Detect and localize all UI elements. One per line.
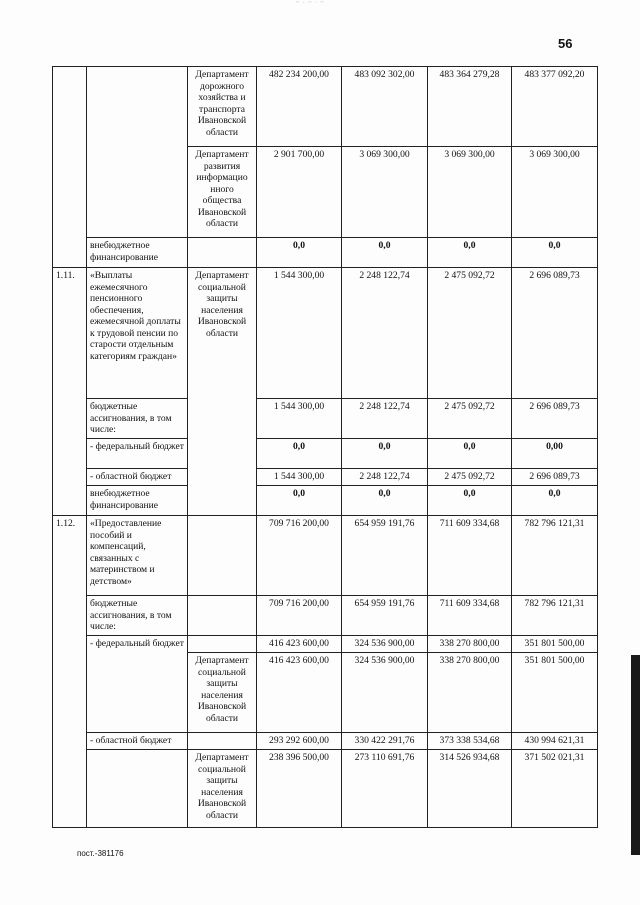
value-year-3: 711 609 334,68 <box>428 596 512 636</box>
table-row <box>53 238 598 268</box>
value-year-1: 482 234 200,00 <box>257 67 342 147</box>
value-year-3: 338 270 800,00 <box>428 636 512 653</box>
department: Департамент развития информацио нного общества Ивановской области <box>188 147 257 238</box>
row-index: 1.12. <box>53 516 87 828</box>
row-index: 1.11. <box>53 268 87 516</box>
department <box>188 636 257 653</box>
value-year-3: 2 475 092,72 <box>428 399 512 439</box>
value-year-3: 711 609 334,68 <box>428 516 512 596</box>
value-year-4: 351 801 500,00 <box>512 636 598 653</box>
value-year-4: 371 502 021,31 <box>512 750 598 828</box>
table-row <box>53 268 598 399</box>
footer-document-code: пост.-381176 <box>77 849 124 858</box>
department: Департамент социальной защиты населения Ивановской области <box>188 750 257 828</box>
value-year-3: 2 475 092,72 <box>428 469 512 486</box>
value-year-4: 3 069 300,00 <box>512 147 598 238</box>
value-year-4: 0,0 <box>512 238 598 268</box>
value-year-4: 483 377 092,20 <box>512 67 598 147</box>
value-year-3: 338 270 800,00 <box>428 653 512 733</box>
value-year-2: 0,0 <box>342 486 428 516</box>
value-year-1: 709 716 200,00 <box>257 516 342 596</box>
row-name: «Выплаты ежемесячного пенсионного обеспечения, ежемесячной доплаты к трудовой пенсии по старости отдельным категориям граждан» <box>87 268 188 399</box>
value-year-2: 330 422 291,76 <box>342 733 428 750</box>
row-name <box>87 750 188 828</box>
value-year-2: 0,0 <box>342 439 428 469</box>
value-year-4: 782 796 121,31 <box>512 516 598 596</box>
scan-edge <box>631 655 640 855</box>
value-year-1: 709 716 200,00 <box>257 596 342 636</box>
value-year-1: 0,0 <box>257 486 342 516</box>
value-year-4: 2 696 089,73 <box>512 268 598 399</box>
value-year-2: 2 248 122,74 <box>342 469 428 486</box>
department <box>188 238 257 268</box>
value-year-3: 0,0 <box>428 439 512 469</box>
value-year-1: 1 544 300,00 <box>257 268 342 399</box>
value-year-1: 293 292 600,00 <box>257 733 342 750</box>
value-year-1: 2 901 700,00 <box>257 147 342 238</box>
department: Департамент дорожного хозяйства и транспорта Ивановской области <box>188 67 257 147</box>
row-name: - федеральный бюджет <box>87 636 188 733</box>
value-year-2: 654 959 191,76 <box>342 596 428 636</box>
table-row <box>53 439 598 469</box>
value-year-2: 654 959 191,76 <box>342 516 428 596</box>
value-year-4: 782 796 121,31 <box>512 596 598 636</box>
row-name: бюджетные ассигнования, в том числе: <box>87 596 188 636</box>
department: Департамент социальной защиты населения Ивановской области <box>188 268 257 516</box>
row-name: внебюджетное финансирование <box>87 486 188 516</box>
table-row <box>53 596 598 636</box>
department <box>188 596 257 636</box>
value-year-1: 416 423 600,00 <box>257 636 342 653</box>
value-year-2: 3 069 300,00 <box>342 147 428 238</box>
department <box>188 733 257 750</box>
value-year-1: 416 423 600,00 <box>257 653 342 733</box>
value-year-3: 0,0 <box>428 486 512 516</box>
value-year-1: 0,0 <box>257 439 342 469</box>
department: Департамент социальной защиты населения Ивановской области <box>188 653 257 733</box>
value-year-4: 2 696 089,73 <box>512 469 598 486</box>
value-year-4: 430 994 621,31 <box>512 733 598 750</box>
row-name: внебюджетное финансирование <box>87 238 188 268</box>
value-year-2: 0,0 <box>342 238 428 268</box>
table-row <box>53 486 598 516</box>
budget-table <box>52 66 598 828</box>
page-number: 56 <box>558 36 573 51</box>
value-year-3: 483 364 279,28 <box>428 67 512 147</box>
value-year-2: 324 536 900,00 <box>342 653 428 733</box>
value-year-4: 2 696 089,73 <box>512 399 598 439</box>
row-name: «Предоставление пособий и компенсаций, связанных с материнством и детством» <box>87 516 188 596</box>
table-row <box>53 733 598 750</box>
value-year-2: 2 248 122,74 <box>342 268 428 399</box>
value-year-3: 0,0 <box>428 238 512 268</box>
table-row <box>53 469 598 486</box>
value-year-2: 483 092 302,00 <box>342 67 428 147</box>
value-year-1: 0,0 <box>257 238 342 268</box>
department <box>188 516 257 596</box>
row-index <box>53 67 87 268</box>
table-row <box>53 399 598 439</box>
value-year-2: 273 110 691,76 <box>342 750 428 828</box>
row-name: бюджетные ассигнования, в том числе: <box>87 399 188 439</box>
row-name: - областной бюджет <box>87 733 188 750</box>
value-year-3: 373 338 534,68 <box>428 733 512 750</box>
row-name <box>87 67 188 238</box>
scan-mark: ~ · ~ · ~ <box>296 0 325 6</box>
table-row <box>53 636 598 653</box>
value-year-2: 2 248 122,74 <box>342 399 428 439</box>
value-year-3: 314 526 934,68 <box>428 750 512 828</box>
row-name: - федеральный бюджет <box>87 439 188 469</box>
value-year-3: 3 069 300,00 <box>428 147 512 238</box>
value-year-1: 238 396 500,00 <box>257 750 342 828</box>
value-year-1: 1 544 300,00 <box>257 399 342 439</box>
value-year-4: 351 801 500,00 <box>512 653 598 733</box>
table-row <box>53 516 598 596</box>
value-year-2: 324 536 900,00 <box>342 636 428 653</box>
row-name: - областной бюджет <box>87 469 188 486</box>
table-row <box>53 67 598 147</box>
value-year-3: 2 475 092,72 <box>428 268 512 399</box>
value-year-1: 1 544 300,00 <box>257 469 342 486</box>
value-year-4: 0,00 <box>512 439 598 469</box>
table-row <box>53 750 598 828</box>
value-year-4: 0,0 <box>512 486 598 516</box>
